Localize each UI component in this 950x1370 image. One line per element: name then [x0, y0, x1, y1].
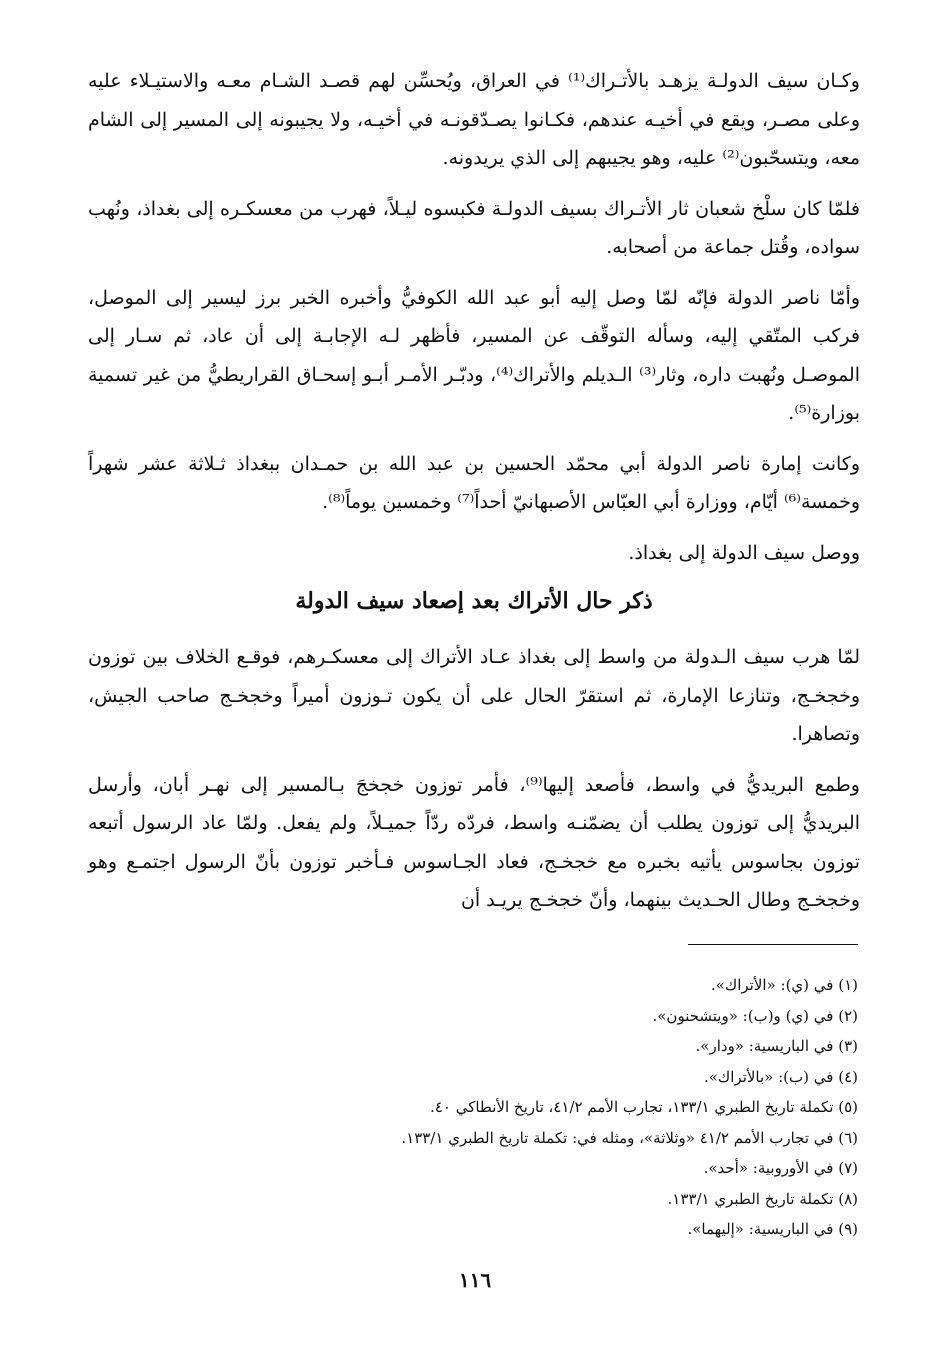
paragraph-4: وكانت إمارة ناصر الدولة أبي محمّد الحسين بن عبد الله بن حمـدان ببغداذ ثـلاثة عشر شهراً وخمسة⁽⁶⁾ أيّام، ووزارة أبي العبّاس الأصبهانيّ أحداً⁽⁷⁾ وخمسين يوماً⁽⁸⁾. — [88, 452, 860, 513]
footnote-3: (٣) في الباريسية: «ودار». — [695, 1037, 858, 1055]
paragraph-5: ووصل سيف الدولة إلى بغداذ. — [628, 541, 860, 564]
paragraph-3: وأمّا ناصر الدولة فإنّه لمّا وصل إليه أبو عبد الله الكوفيُّ وأخبره الخبر برز ليسير إلى الموصل، فركب المتّقي إليه، وسأله التوقّف عن المسير، فأظهر لـه الإجابـة إلى أن عاد، ثم سـار إلى الموصـل ونُهبت داره، وثار⁽³⁾ الـديلم والأتراك⁽⁴⁾، ودبّـر الأمـر أبـو إسحـاق القراريطيُّ من غير تسمية بوزارة⁽⁵⁾. — [88, 286, 860, 424]
footnote-1: (١) في (ي): «الأتراك». — [710, 976, 858, 994]
paragraph-7: وطمع البريديُّ في واسط، فأصعد إليها⁽⁹⁾، فأمر توزون خجخجَ بـالمسير إلى نهـر أبان، وأرسل البريديُّ إلى توزون يطلب أن يضمّنـه واسط، فردّه ردّاً جميـلاً، ولم يفعل. ولمّا عاد الرسول أتبعه توزون بجاسوس يأتيه بخبره مع خجخـج، فعاد الجـاسوس فـأخبر توزون بأنّ الرسول اجتمـع وهو وخجخـج وطال الحـديث بينهما، وأنّ خجخـج يريـد أن — [88, 773, 860, 911]
section-heading: ذكر حال الأتراك بعد إصعاد سيف الدولة — [295, 588, 653, 614]
footnote-2: (٢) في (ي) و(ب): «ويتشحنون». — [652, 1006, 858, 1025]
main-text-body — [88, 62, 860, 932]
footnote-7: (٧) في الأوروبية: «أحد». — [703, 1159, 858, 1177]
paragraph-1: وكـان سيف الدولـة يزهـد بالأتـراك⁽¹⁾ في العراق، ويُحسِّن لهم قصـد الشـام معـه والاستيـلاء عليه وعلى مصـر، ويقع في أخيـه عندهم، فكـانوا يصـدّقونـه في أخيـه، ولا يجيبونه إلى المسير إلى الشام معه، ويتسحّبون⁽²⁾ عليه، وهو يجيبهم إلى الذي يريدونه. — [88, 70, 860, 169]
footnote-5: (٥) تكملة تاريخ الطبري ١٣٣/١، تجارب الأمم ٤١/٢، تاريخ الأنطاكي ٤٠. — [430, 1098, 858, 1116]
footnote-6: (٦) في تجارب الأمم ٤١/٢ «وثلاثة»، ومثله في: تكملة تاريخ الطبري ١٣٣/١. — [401, 1128, 858, 1147]
paragraph-2: فلمّا كان سلْخ شعبان ثار الأتـراك بسيف الدولـة فكبسوه ليـلاً، فهرب من معسكـره إلى بغداذ، ونُهب سواده، وقُتل جماعة من أصحابه. — [88, 197, 860, 258]
page-number: ١١٦ — [458, 1268, 492, 1292]
footnote-divider — [688, 944, 858, 945]
footnotes — [200, 970, 858, 1245]
paragraph-6: لمّا هرب سيف الـدولة من واسط إلى بغداذ عـاد الأتراك إلى معسكـرهم، فوقـع الخلاف بين توزون وخجخـج، وتنازعا الإمارة، ثم استقرّ الحال على أن يكون تـوزون أميراً وخجخـج صاحب الجيش، وتصاهرا. — [88, 646, 860, 745]
footnote-9: (٩) في الباريسية: «إليهما». — [687, 1220, 858, 1238]
footnote-8: (٨) تكملة تاريخ الطبري ١٣٣/١. — [667, 1189, 858, 1208]
footnote-4: (٤) في (ب): «بالأتراك». — [703, 1067, 858, 1086]
